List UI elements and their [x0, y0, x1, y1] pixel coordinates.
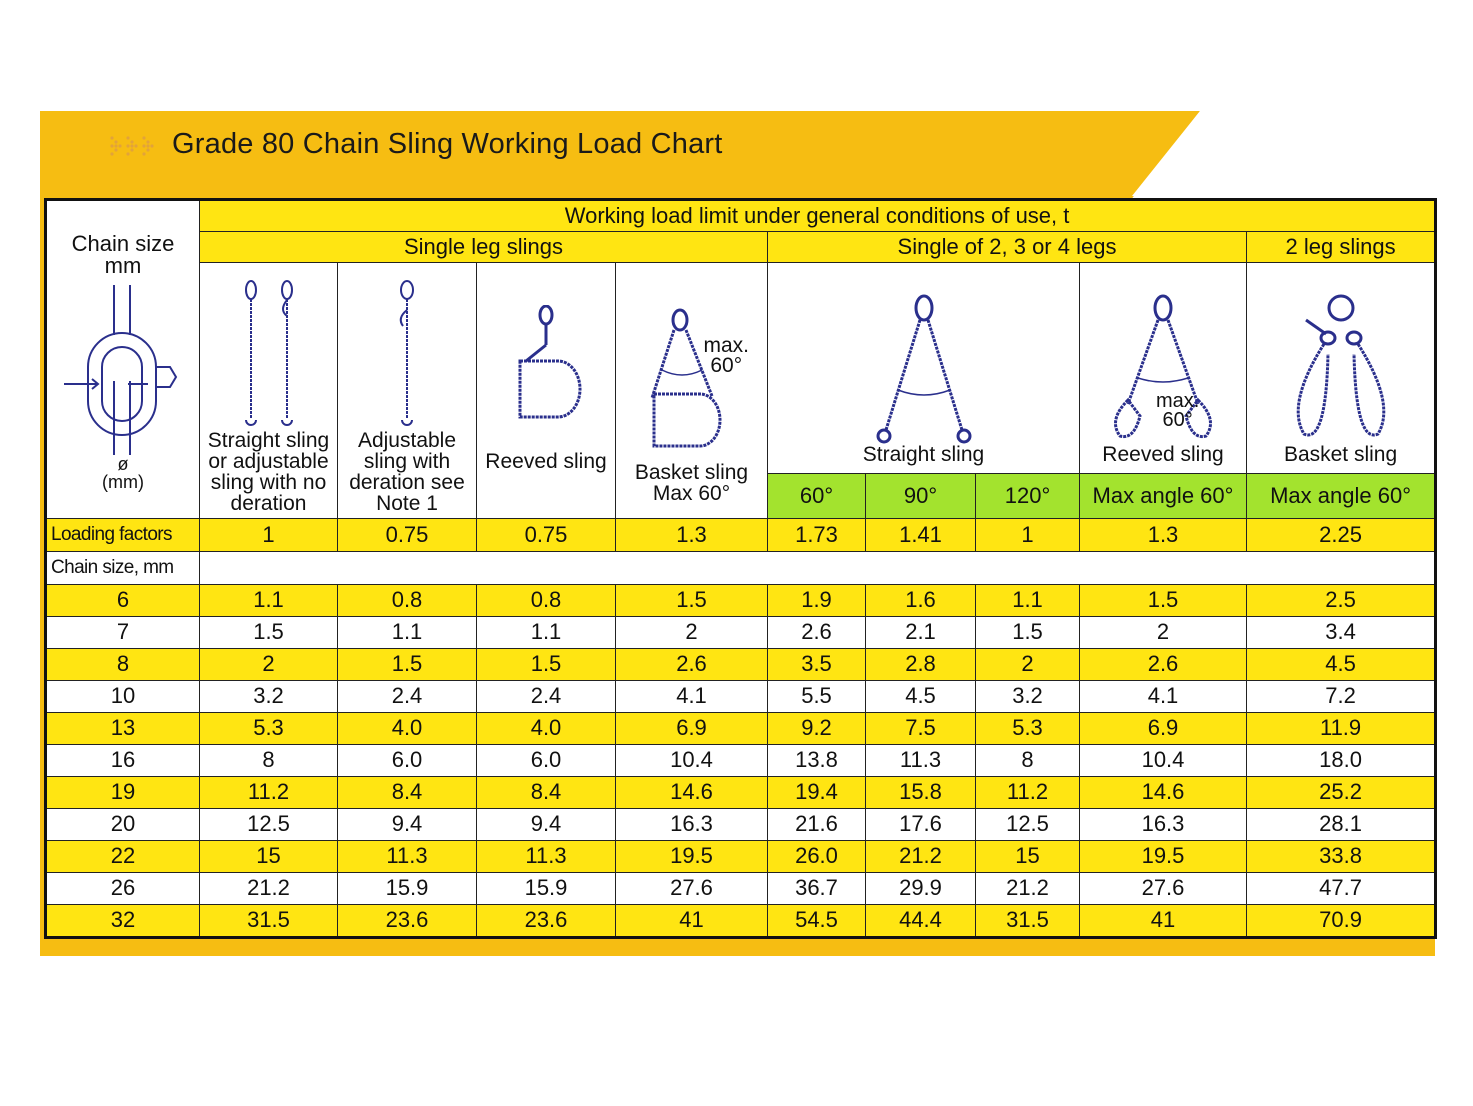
table-cell: 18.0 [1247, 745, 1436, 777]
chain-size-cell: 20 [46, 809, 200, 841]
sling-type-adjustable [338, 263, 477, 519]
table-cell: 8 [200, 745, 338, 777]
sling-type-straight-single [200, 263, 338, 519]
page-title: Grade 80 Chain Sling Working Load Chart [172, 127, 723, 160]
chain-link-icon [58, 285, 188, 455]
table-row [46, 873, 1436, 905]
table-cell: 17.6 [866, 809, 976, 841]
table-cell: 1.1 [200, 585, 338, 617]
table-cell: 31.5 [976, 905, 1080, 938]
table-cell: 7.2 [1247, 681, 1436, 713]
table-cell: 2.4 [477, 681, 616, 713]
table-row [46, 745, 1436, 777]
chain-size-cell: 13 [46, 713, 200, 745]
table-cell: 0.8 [338, 585, 477, 617]
table-cell: 15.8 [866, 777, 976, 809]
table-cell: 2 [976, 649, 1080, 681]
table-cell: 11.2 [200, 777, 338, 809]
sling-type-label-2: Adjustable sling with deration see Note 1 [349, 429, 465, 515]
table-cell: 1.6 [866, 585, 976, 617]
table-cell: 21.2 [976, 873, 1080, 905]
table-cell: 5.3 [976, 713, 1080, 745]
table-cell: 6.9 [616, 713, 768, 745]
table-row [46, 841, 1436, 873]
wll-header: Working load limit under general conditions of use, t [200, 200, 1436, 232]
angle-reeved-max: Max angle 60° [1080, 474, 1247, 519]
table-cell: 2 [616, 617, 768, 649]
table-cell: 26.0 [768, 841, 866, 873]
table-cell: 10.4 [1080, 745, 1247, 777]
table-cell: 36.7 [768, 873, 866, 905]
table-cell: 4.0 [477, 713, 616, 745]
table-cell: 12.5 [200, 809, 338, 841]
table-cell: 1.5 [200, 617, 338, 649]
table-row [46, 905, 1436, 938]
table-cell: 33.8 [1247, 841, 1436, 873]
loading-factor: 1.73 [768, 519, 866, 552]
table-row [46, 649, 1436, 681]
group-two-leg: 2 leg slings [1247, 232, 1436, 263]
table-cell: 21.6 [768, 809, 866, 841]
table-cell: 23.6 [477, 905, 616, 938]
table-cell: 4.1 [616, 681, 768, 713]
loading-factor: 2.25 [1247, 519, 1436, 552]
table-cell: 70.9 [1247, 905, 1436, 938]
angle-90: 90° [866, 474, 976, 519]
table-cell: 11.3 [338, 841, 477, 873]
sling-type-label-4: Basket sling Max 60° [634, 461, 749, 505]
table-cell: 11.3 [866, 745, 976, 777]
table-cell: 3.4 [1247, 617, 1436, 649]
loading-factor: 0.75 [477, 519, 616, 552]
table-cell: 25.2 [1247, 777, 1436, 809]
table-cell: 4.1 [1080, 681, 1247, 713]
sling-type-basket-single [616, 263, 768, 519]
table-cell: 8.4 [477, 777, 616, 809]
table-cell: 5.3 [200, 713, 338, 745]
table-cell: 23.6 [338, 905, 477, 938]
table-cell: 11.9 [1247, 713, 1436, 745]
sling-type-label-3: Reeved sling [485, 450, 607, 473]
table-row [46, 777, 1436, 809]
diameter-symbol: ø [117, 454, 129, 474]
chain-size-header [46, 200, 200, 519]
table-cell: 2.8 [866, 649, 976, 681]
table-cell: 2 [200, 649, 338, 681]
table-cell: 11.3 [477, 841, 616, 873]
table-cell: 9.4 [477, 809, 616, 841]
table-row [46, 585, 1436, 617]
group-single-leg: Single leg slings [200, 232, 768, 263]
table-cell: 3.5 [768, 649, 866, 681]
two-leg-basket-sling-icon [1276, 294, 1406, 444]
table-cell: 2.6 [1080, 649, 1247, 681]
sling-type-label-1: Straight sling or adjustable sling with no deration [207, 429, 330, 515]
chain-size-cell: 7 [46, 617, 200, 649]
table-cell: 2.6 [616, 649, 768, 681]
angle-60: 60° [768, 474, 866, 519]
table-cell: 44.4 [866, 905, 976, 938]
reeved-angle-label: 60° [1162, 409, 1193, 431]
loading-factor: 1.3 [616, 519, 768, 552]
table-cell: 3.2 [976, 681, 1080, 713]
table-cell: 7.5 [866, 713, 976, 745]
table-cell: 9.4 [338, 809, 477, 841]
sling-type-label-6: Reeved sling [1102, 443, 1224, 466]
table-cell: 28.1 [1247, 809, 1436, 841]
table-cell: 14.6 [616, 777, 768, 809]
table-cell: 1.5 [976, 617, 1080, 649]
chain-size-cell: 32 [46, 905, 200, 938]
table-row [46, 617, 1436, 649]
table-cell: 19.5 [1080, 841, 1247, 873]
table-row [46, 713, 1436, 745]
table-cell: 14.6 [1080, 777, 1247, 809]
table-cell: 1.5 [1080, 585, 1247, 617]
table-cell: 27.6 [1080, 873, 1247, 905]
table-cell: 16.3 [1080, 809, 1247, 841]
table-cell: 5.5 [768, 681, 866, 713]
table-cell: 10.4 [616, 745, 768, 777]
two-leg-straight-sling-icon [864, 294, 984, 444]
table-cell: 12.5 [976, 809, 1080, 841]
title-row [108, 124, 723, 164]
table-cell: 9.2 [768, 713, 866, 745]
reeved-sling-icon [506, 305, 586, 435]
sling-type-label-5: Straight sling [862, 443, 985, 466]
table-cell: 2.6 [768, 617, 866, 649]
table-cell: 1.1 [477, 617, 616, 649]
table-cell: 0.8 [477, 585, 616, 617]
table-cell: 8 [976, 745, 1080, 777]
chain-size-row-blank [200, 552, 1436, 585]
group-multi-leg: Single of 2, 3 or 4 legs [768, 232, 1247, 263]
table-cell: 2.1 [866, 617, 976, 649]
table-cell: 15 [200, 841, 338, 873]
table-row [46, 681, 1436, 713]
chain-size-cell: 16 [46, 745, 200, 777]
angle-basket-max: Max angle 60° [1247, 474, 1436, 519]
diameter-unit: (mm) [102, 472, 144, 492]
loading-factor: 1.3 [1080, 519, 1247, 552]
table-row [46, 809, 1436, 841]
reeved-max-label: max. [1156, 390, 1200, 412]
table-cell: 1.5 [616, 585, 768, 617]
table-cell: 15.9 [338, 873, 477, 905]
table-cell: 8.4 [338, 777, 477, 809]
table-cell: 16.3 [616, 809, 768, 841]
sling-type-basket-two [1247, 263, 1436, 474]
table-cell: 19.4 [768, 777, 866, 809]
table-cell: 2.4 [338, 681, 477, 713]
table-cell: 13.8 [768, 745, 866, 777]
table-cell: 54.5 [768, 905, 866, 938]
table-cell: 1.1 [338, 617, 477, 649]
table-cell: 1.1 [976, 585, 1080, 617]
table-cell: 41 [616, 905, 768, 938]
working-load-table [44, 198, 1437, 939]
loading-factors-label: Loading factors [46, 519, 200, 552]
table-cell: 3.2 [200, 681, 338, 713]
chain-size-row-label: Chain size, mm [46, 552, 200, 585]
table-cell: 11.2 [976, 777, 1080, 809]
table-cell: 31.5 [200, 905, 338, 938]
chain-size-cell: 19 [46, 777, 200, 809]
straight-sling-icon [229, 280, 309, 430]
table-cell: 4.5 [1247, 649, 1436, 681]
table-cell: 6.0 [338, 745, 477, 777]
adjustable-sling-icon [377, 280, 437, 430]
table-cell: 15.9 [477, 873, 616, 905]
loading-factor: 1.41 [866, 519, 976, 552]
table-cell: 1.5 [477, 649, 616, 681]
loading-factor: 1 [976, 519, 1080, 552]
table-cell: 29.9 [866, 873, 976, 905]
table-cell: 47.7 [1247, 873, 1436, 905]
table-cell: 27.6 [616, 873, 768, 905]
table-cell: 2 [1080, 617, 1247, 649]
loading-factors-row [46, 519, 1436, 552]
table-cell: 21.2 [200, 873, 338, 905]
basket-max-label: max. [703, 334, 750, 357]
table-cell: 19.5 [616, 841, 768, 873]
table-cell: 1.5 [338, 649, 477, 681]
sling-type-straight-multi [768, 263, 1080, 474]
table-cell: 4.5 [866, 681, 976, 713]
chain-size-row [46, 552, 1436, 585]
sling-type-reeved-multi [1080, 263, 1247, 474]
table-cell: 21.2 [866, 841, 976, 873]
sling-type-reeved-single [477, 263, 616, 519]
chain-size-unit: mm [104, 253, 142, 278]
chain-size-label: Chain size [71, 231, 175, 256]
table-cell: 15 [976, 841, 1080, 873]
chain-size-cell: 6 [46, 585, 200, 617]
chain-size-cell: 8 [46, 649, 200, 681]
table-cell: 2.5 [1247, 585, 1436, 617]
loading-factor: 0.75 [338, 519, 477, 552]
table-cell: 6.0 [477, 745, 616, 777]
table-cell: 1.9 [768, 585, 866, 617]
sling-type-label-7: Basket sling [1283, 443, 1398, 466]
chain-size-cell: 22 [46, 841, 200, 873]
basket-angle-label: 60° [710, 353, 743, 377]
arrows-icon [108, 132, 156, 156]
table-cell: 4.0 [338, 713, 477, 745]
table-cell: 6.9 [1080, 713, 1247, 745]
table-cell: 41 [1080, 905, 1247, 938]
chain-size-cell: 10 [46, 681, 200, 713]
basket-sling-icon [622, 308, 762, 448]
loading-factor: 1 [200, 519, 338, 552]
angle-120: 120° [976, 474, 1080, 519]
chain-size-cell: 26 [46, 873, 200, 905]
